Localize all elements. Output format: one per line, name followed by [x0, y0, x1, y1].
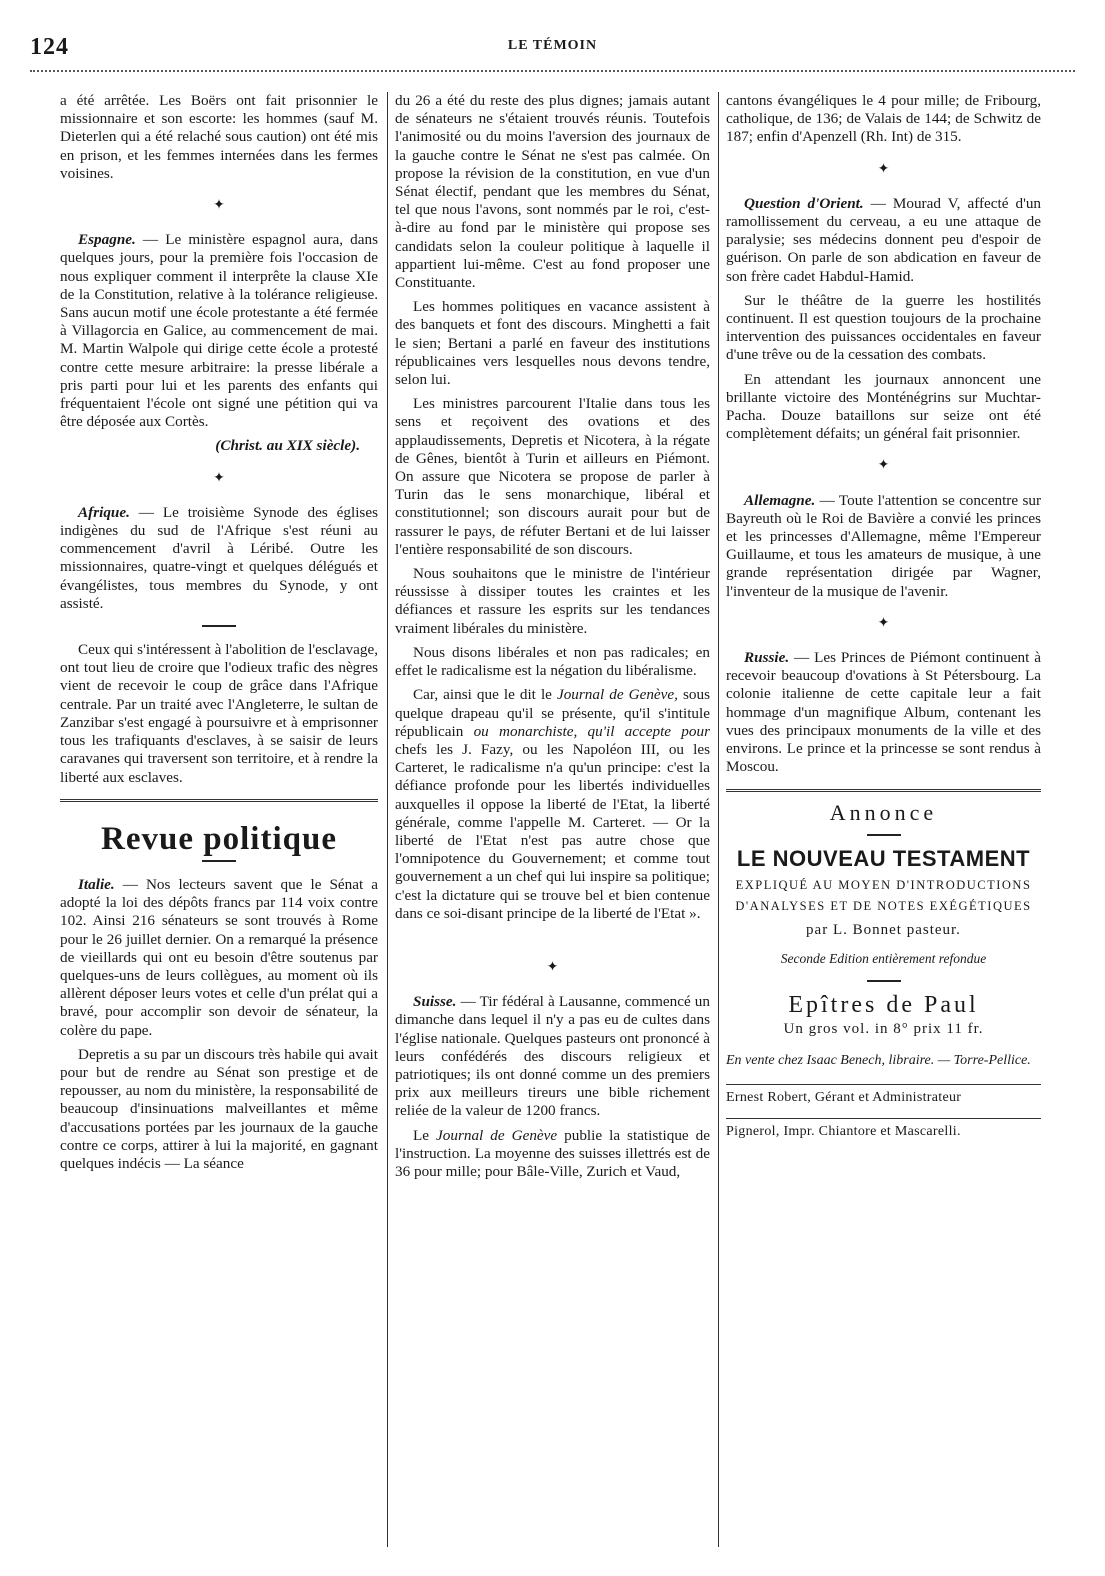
- section-star: ✦: [877, 161, 890, 177]
- text-run: Le: [413, 1126, 437, 1144]
- ad-sale-info: En vente chez Isaac Benech, libraire. — Torre-Pellice.: [726, 1053, 1031, 1069]
- header-rule: [30, 70, 1075, 72]
- article-italie: [60, 876, 378, 1040]
- column-separator: [718, 92, 719, 1547]
- article-paragraph: Les ministres parcourent l'Italie dans tous les sens et reçoivent des ovations et des applaudissements, Depretis et Nicotera, à la régate de Gênes, bientôt à Turin et ailleurs en Piémont. On assure que Nicotera se propose de parler à Turin das le sens monarchique, libéral et constitutionnel; son discours aurait pour but de rassurer le pays, de réfuter Bertani et de lui laisser l'entière responsabilité de son discours.: [395, 395, 710, 558]
- article-lead: Question d'Orient.: [744, 194, 864, 212]
- text-run: Car, ainsi que le dit le: [413, 686, 557, 704]
- column-separator: [387, 92, 388, 1547]
- section-star: ✦: [546, 959, 559, 975]
- article-allemagne: [726, 492, 1041, 601]
- journal-name: Journal de Genève,: [556, 686, 678, 704]
- article-paragraph: cantons évangéliques le 4 pour mille; de Fribourg, catholique, de 136; de Valais de 144; de Schwitz de 187; enfin d'Apenzell (Rh. Int) de 315.: [726, 92, 1041, 146]
- short-dash: [202, 860, 236, 862]
- text-run: chefs les J. Fazy, ou les Napoléon III, ou les Carteret, le radicalisme n'a qu'un principe: c'est la défiance profonde pour les libertés individuelles auxquelles il oppose la liberté de l'Etat, la liberté générale, comme l'appelle M. Carteret. — Or la liberté de l'Etat n'est pas autre chose que l'omnipotence du Gouvernement; et comme tout gouvernement a un chef qui lui inspire sa politique; c'est la dictature qui se trouve bel et bien contenue dans ce soi-disant principe de la liberté de l'Etat ».: [395, 740, 710, 922]
- section-star: ✦: [877, 615, 890, 631]
- short-dash: [867, 980, 901, 982]
- article-lead: Espagne.: [78, 231, 136, 249]
- article-paragraph: Les hommes politiques en vacance assistent à des banquets et font des discours. Minghetti a fait le sien; Bertani a parlé en faveur des institutions républicaines vers lesquelles nous devons tendre, selon lui.: [395, 298, 710, 389]
- section-rule: [60, 799, 378, 802]
- article-paragraph: a été arrêtée. Les Boërs ont fait prisonnier le missionnaire et son escorte: les hommes (sauf M. Dieterlen qui a été relaché sous caution) ont été mis en prison, et les femmes internées dans les fermes voisines.: [60, 92, 378, 182]
- article-espagne: [60, 231, 378, 431]
- journal-title: LE TÉMOIN: [507, 38, 598, 53]
- left-column: [60, 92, 378, 1179]
- article-paragraph: Nous disons libérales et non pas radicales; en effet le radicalisme est la négation du libéralisme.: [395, 643, 710, 680]
- article-paragraph: Ceux qui s'intéressent à l'abolition de l'esclavage, ont tout lieu de croire que l'odieux trafic des nègres vient de recevoir le coup de grâce dans l'Afrique centrale. Par un traité avec l'Angleterre, le sultan de Zanzibar s'est engagé à poursuivre et à emprisonner tous les trafiquants d'esclaves, à se saisir de leurs caravanes qui traversent son territoire, et à rendre la liberté aux esclaves.: [60, 641, 378, 786]
- article-paragraph: Depretis a su par un discours très habile qui avait pour but de rendre au Sénat son prestige et de repousser, au nom du ministère, la responsabilité de beaucoup d'insinuations malveillantes et même d'accusations portées par les journaux de la gauche contre ce corps, attirer à lui la majorité, en gagnant quelques indécis — La séance: [60, 1045, 378, 1172]
- article-body: — Le ministère espagnol aura, dans quelques jours, pour la première fois l'occasion de nous expliquer comment il interprête la clause XIe de la Constitution, relative à la tolérance religieuse. Sans aucun motif une école protestante a été fermée à Villagorcia en Galice, au commencement de mai. M. Martin Walpole qui dirige cette école a protesté contre cette mesure arbitraire: la presse libérale a pris parti pour lui et les parents des enfants qui fréquentaient l'école ont signé une pétition qui va être déposée aux Cortès.: [60, 231, 378, 431]
- article-body: — Tir fédéral à Lausanne, commencé un dimanche dans lequel il n'y a pas eu de cultes dans l'église nationale. Quelques pasteurs ont prononcé à leurs confédérés des discours religieux et patriotiques; ils ont donné comme un des premiers prix aux meilleurs tireurs une bible richement reliée de la valeur de 1200 francs.: [395, 993, 710, 1120]
- article-body: — Les Princes de Piémont continuent à recevoir beaucoup d'ovations à St Pétersbourg. La colonie italienne de cette capitale leur a fait hommage d'un magnifique Album, contenant les vues des principaux monuments de la ville et des environs. Le prince et la princesse se sont rendus à Moscou.: [726, 649, 1041, 776]
- advertisement: [726, 799, 1041, 1141]
- article-paragraph: Nous souhaitons que le ministre de l'intérieur réussisse à dissiper toutes les craintes et les défiances et rassure les esprits sur les tendances vraiment libérales du ministère.: [395, 565, 710, 637]
- article-afrique: [60, 504, 378, 613]
- section-star: ✦: [213, 198, 225, 214]
- section-star: ✦: [877, 458, 890, 474]
- printer-line: Pignerol, Impr. Chiantore et Mascarelli.: [726, 1123, 961, 1139]
- article-orient: [726, 195, 1041, 286]
- page-header: [30, 30, 1075, 70]
- article-body: — Toute l'attention se concentre sur Bayreuth où le Roi de Bavière a convié les princes et les princesses d'Allemagne, même l'Empereur Guillaume, et tous les amateurs de musique, à une grande représentation dirigée par Wagner, l'inventeur de la musique de l'avenir.: [726, 491, 1041, 600]
- ad-author: par L. Bonnet pasteur.: [806, 922, 961, 939]
- footer-rule: [726, 1118, 1041, 1119]
- ad-subtitle: D'ANALYSES ET DE NOTES EXÉGÉTIQUES: [735, 899, 1032, 914]
- right-column: [726, 92, 1041, 1145]
- ad-price: Un gros vol. in 8° prix 11 fr.: [783, 1020, 984, 1037]
- ad-book-title: Epîtres de Paul: [788, 991, 979, 1018]
- article-lead: Italie.: [78, 875, 115, 893]
- text-run: sous quelque drapeau qu'il se présente, qu'il s'intitule républicain: [395, 686, 711, 740]
- article-suisse: [395, 993, 710, 1120]
- article-body: — Mourad V, affecté d'un ramollissement du cerveau, a eu une attaque de paralysie; ses médecins donnent peu d'espoir de guérison. On parle de son abdication en faveur de son frère cadet Habdul-Hamid.: [726, 194, 1042, 285]
- middle-column: [395, 92, 710, 1187]
- article-lead: Russie.: [744, 649, 790, 667]
- ad-heading: Annonce: [829, 799, 938, 825]
- ad-subtitle: EXPLIQUÉ AU MOYEN D'INTRODUCTIONS: [735, 877, 1032, 892]
- article-paragraph: [395, 686, 710, 923]
- article-body: — Nos lecteurs savent que le Sénat a adopté la loi des dépôts francs par 114 voix contre 102. Ainsi 216 sénateurs se sont trouvés à Rome pour le 26 juillet dernier. On a remarqué la présence de vieillards qui ont eu besoin d'être soutenus par quelques-uns de leurs collègues, au moment où ils allèrent déposer leurs votes et celle d'un prélat qui a bravé, pour accomplir son devoir de sénateur, la colère du pape.: [60, 875, 378, 1039]
- italic-run: ou monarchiste, qu'il accepte pour: [473, 722, 710, 740]
- ad-title: LE NOUVEAU TESTAMENT: [736, 845, 1031, 871]
- section-rule: [726, 789, 1041, 792]
- section-title: Revue politique: [101, 820, 337, 857]
- article-lead: Allemagne.: [744, 491, 816, 509]
- short-dash: [202, 625, 236, 627]
- article-body: — Le troisième Synode des églises indigènes du sud de l'Afrique s'est réuni au commencement d'avril à Léribé. Outre les missionnaires, quatre-vingt et quelques délégués et évangélistes, tous membres du Synode, y ont assisté.: [60, 503, 378, 612]
- short-dash: [867, 834, 901, 836]
- manager-line: Ernest Robert, Gérant et Administrateur: [726, 1090, 962, 1106]
- article-lead: Afrique.: [78, 503, 130, 521]
- journal-name: Journal de Genève: [436, 1126, 558, 1144]
- article-paragraph: [395, 1127, 710, 1182]
- text-run: publie la statistique de l'instruction. La moyenne des suisses illettrés est de 36 pour mille; pour Bâle-Ville, Zurich et Vaud,: [395, 1126, 710, 1180]
- page-number: 124: [30, 34, 69, 60]
- section-star: ✦: [213, 470, 225, 486]
- source-attribution: (Christ. au XIX siècle).: [215, 437, 360, 455]
- ad-edition: Seconde Edition entièrement refondue: [780, 950, 987, 966]
- article-paragraph: Sur le théâtre de la guerre les hostilités continuent. Il est question toujours de la prochaine intervention des puissances occidentales en faveur d'une trêve ou de la cessation des combats.: [726, 291, 1041, 364]
- article-paragraph: En attendant les journaux annoncent une brillante victoire des Monténégrins sur Muchtar-Pacha. Douze bataillons sur seize ont été complètement défaits; un général fait prisonnier.: [726, 370, 1041, 443]
- article-paragraph: du 26 a été du reste des plus dignes; jamais autant de sénateurs ne s'étaient trouvés réunis. Toutefois l'animosité ou du moins l'aversion des journaux de la gauche contre le Sénat ne s'est pas calmée. On propose la révision de la constitution, en vue d'un Sénat électif, pendant que les membres du Sénat, tel que nous l'avons, sont nommés par le roi, c'est-à-dire au fond par le ministère qui propose ses candidats selon la couleur politique à laquelle il appartient lui-même. C'est au fond proposer une Constituante.: [395, 92, 710, 292]
- footer-rule: [726, 1084, 1041, 1085]
- article-russie: [726, 649, 1041, 776]
- article-lead: Suisse.: [413, 993, 457, 1011]
